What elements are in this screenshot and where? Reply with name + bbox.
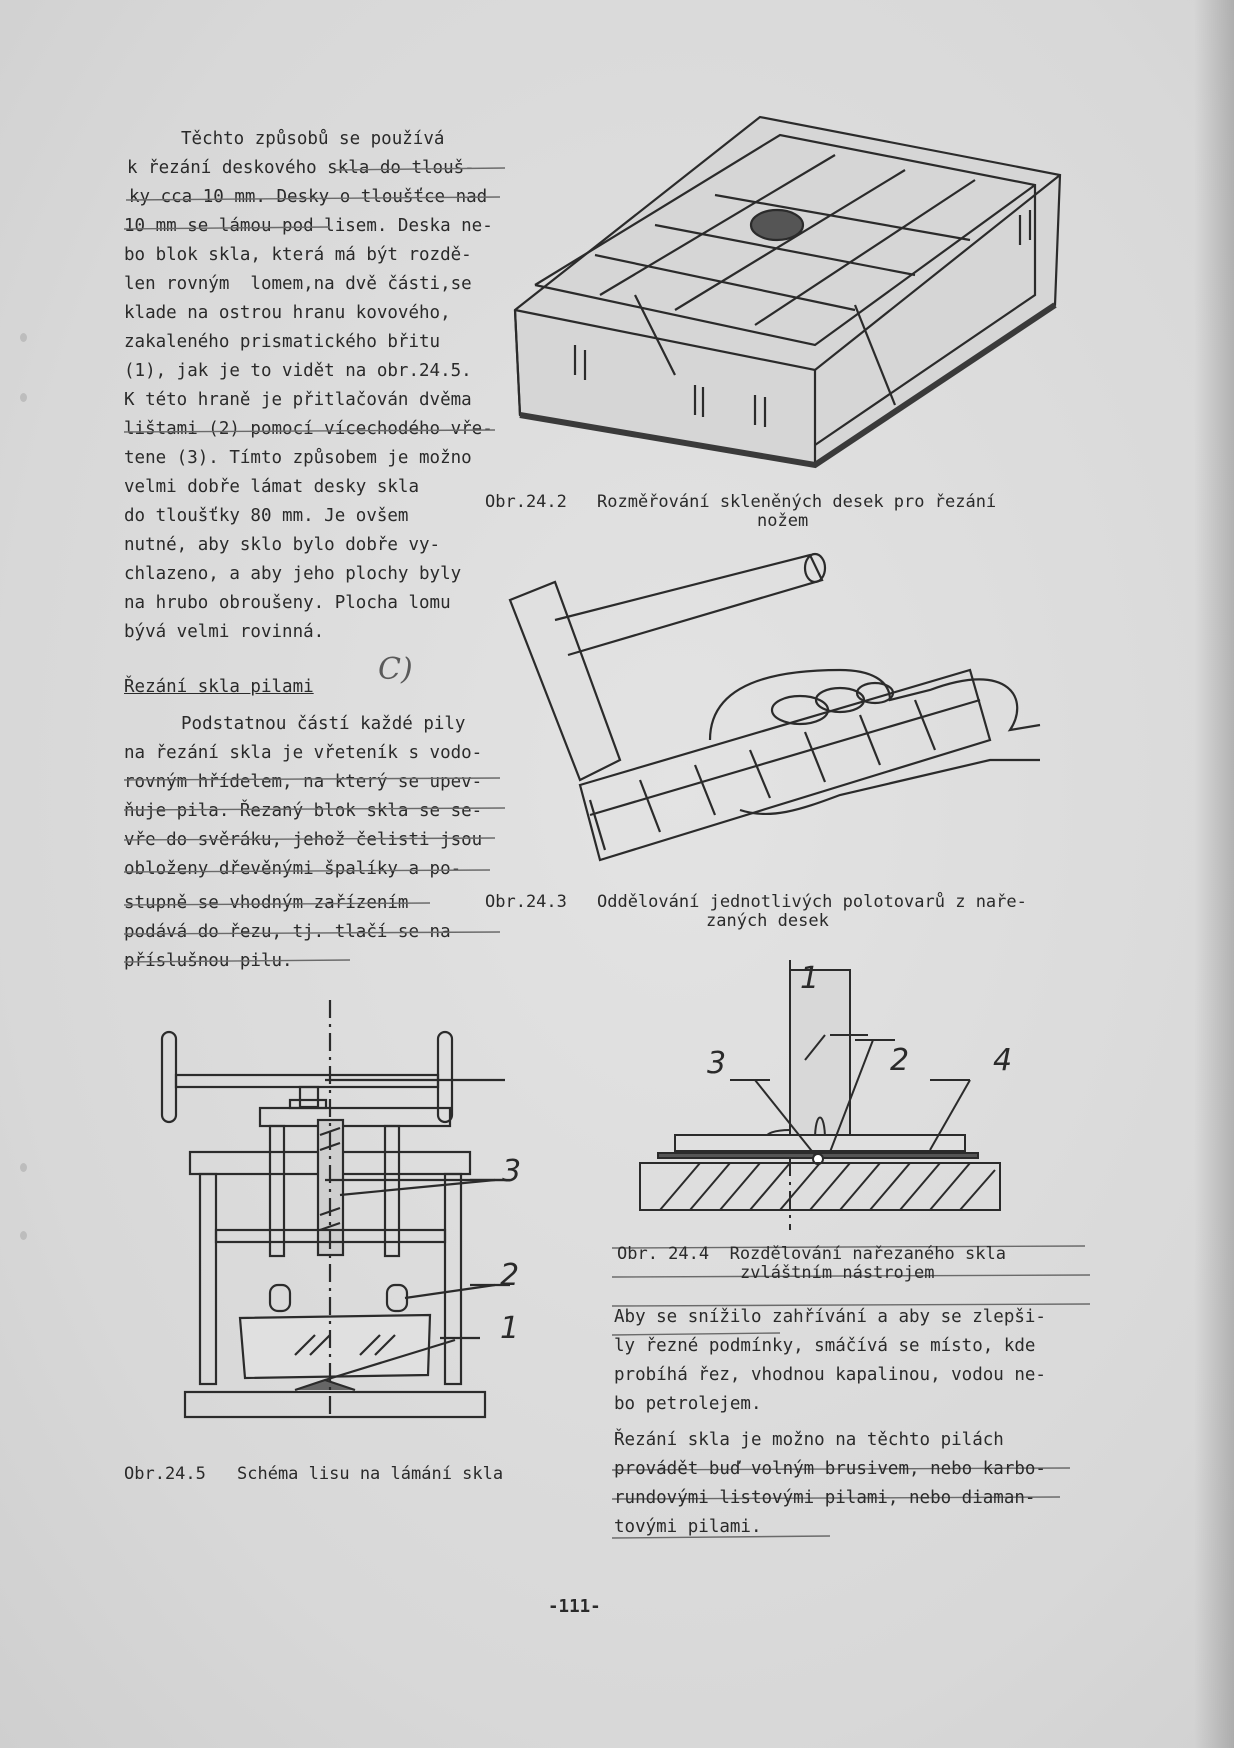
caption-label: Obr.24.2 <box>485 492 567 512</box>
text-line: Těchto způsobů se používá <box>181 129 445 149</box>
text-line: vře do svěráku, jehož čelisti jsou <box>124 830 483 850</box>
text-line: bo blok skla, která má být rozdě- <box>124 245 472 265</box>
text-line: bo petrolejem. <box>614 1394 762 1414</box>
text-line: velmi dobře lámat desky skla <box>124 477 420 497</box>
text-line: provádět buď volným brusivem, nebo karbo- <box>614 1459 1046 1479</box>
text-line: rundovými listovými pilami, nebo diaman- <box>614 1488 1036 1508</box>
caption-text: Schéma lisu na lámání skla <box>237 1464 504 1484</box>
label-2: 2 <box>890 1043 910 1078</box>
label-2: 2 <box>500 1258 520 1293</box>
caption-text: Obr. 24.4 Rozdělování nařezaného skla <box>617 1244 1006 1264</box>
text-line: nutné, aby sklo bylo dobře vy- <box>124 535 441 555</box>
text-line: stupně se vhodným zařízením <box>124 893 409 913</box>
text-line: bývá velmi rovinná. <box>124 622 325 642</box>
text-line: ky cca 10 mm. Desky o tloušťce nad <box>129 187 488 207</box>
caption-label: Obr.24.5 <box>124 1464 206 1484</box>
text-line: ňuje pila. Řezaný blok skla se se- <box>124 801 483 821</box>
label-3: 3 <box>502 1154 522 1189</box>
label-4: 4 <box>993 1043 1013 1078</box>
label-1: 1 <box>800 961 820 996</box>
figure-24-4-separation-tool-drawing <box>640 960 1000 1230</box>
text-line: Aby se snížilo zahřívání a aby se zlepši- <box>614 1307 1046 1327</box>
text-line: na řezání skla je vřeteník s vodo- <box>124 743 483 763</box>
text-line: na hrubo obroušeny. Plocha lomu <box>124 593 451 613</box>
text-line: ly řezné podmínky, smáčívá se místo, kde <box>614 1336 1036 1356</box>
text-line: len rovným lomem,na dvě části,se <box>124 274 472 294</box>
caption-text: Oddělování jednotlivých polotovarů z naře- <box>597 892 1027 912</box>
text-line: Řezání skla je možno na těchto pilách <box>614 1430 1004 1450</box>
handwritten-note: C) <box>378 652 413 687</box>
text-line: zakaleného prismatického břitu <box>124 332 441 352</box>
page-number: -111- <box>548 1597 601 1617</box>
text-line: rovným hřídelem, na který se upev- <box>124 772 483 792</box>
caption-text: nožem <box>757 511 809 531</box>
text-line: Podstatnou částí každé pily <box>181 714 466 734</box>
text-line: lištami (2) pomocí vícechodého vře- <box>124 419 493 439</box>
text-line: příslušnou pilu. <box>124 951 293 971</box>
text-line: klade na ostrou hranu kovového, <box>124 303 451 323</box>
text-line: (1), jak je to vidět na obr.24.5. <box>124 361 472 381</box>
text-line: podává do řezu, tj. tlačí se na <box>124 922 451 942</box>
text-line: probíhá řez, vhodnou kapalinou, vodou ne- <box>614 1365 1046 1385</box>
text-line: chlazeno, a aby jeho plochy byly <box>124 564 462 584</box>
text-line: k řezání deskového skla do tlouš- <box>127 158 475 178</box>
text-line: obloženy dřevěnými špalíky a po- <box>124 859 462 879</box>
figure-24-3-hammer-hand-drawing <box>510 560 1030 860</box>
section-heading: Řezání skla pilami <box>124 677 314 697</box>
caption-text: zvláštním nástrojem <box>740 1263 935 1283</box>
text-line: 10 mm se lámou pod lisem. Deska ne- <box>124 216 493 236</box>
figure-24-2-glass-plate-drawing <box>515 115 1055 465</box>
label-3: 3 <box>707 1046 727 1081</box>
caption-text: Rozměřování skleněných desek pro řezání <box>597 492 997 512</box>
label-1: 1 <box>500 1311 520 1346</box>
text-line: tene (3). Tímto způsobem je možno <box>124 448 472 468</box>
text-line: do tloušťky 80 mm. Je ovšem <box>124 506 409 526</box>
figure-24-5-press-schematic <box>150 1000 500 1420</box>
text-line: tovými pilami. <box>614 1517 762 1537</box>
caption-label: Obr.24.3 <box>485 892 567 912</box>
caption-text: zaných desek <box>706 911 829 931</box>
text-line: K této hraně je přitlačován dvěma <box>124 390 472 410</box>
